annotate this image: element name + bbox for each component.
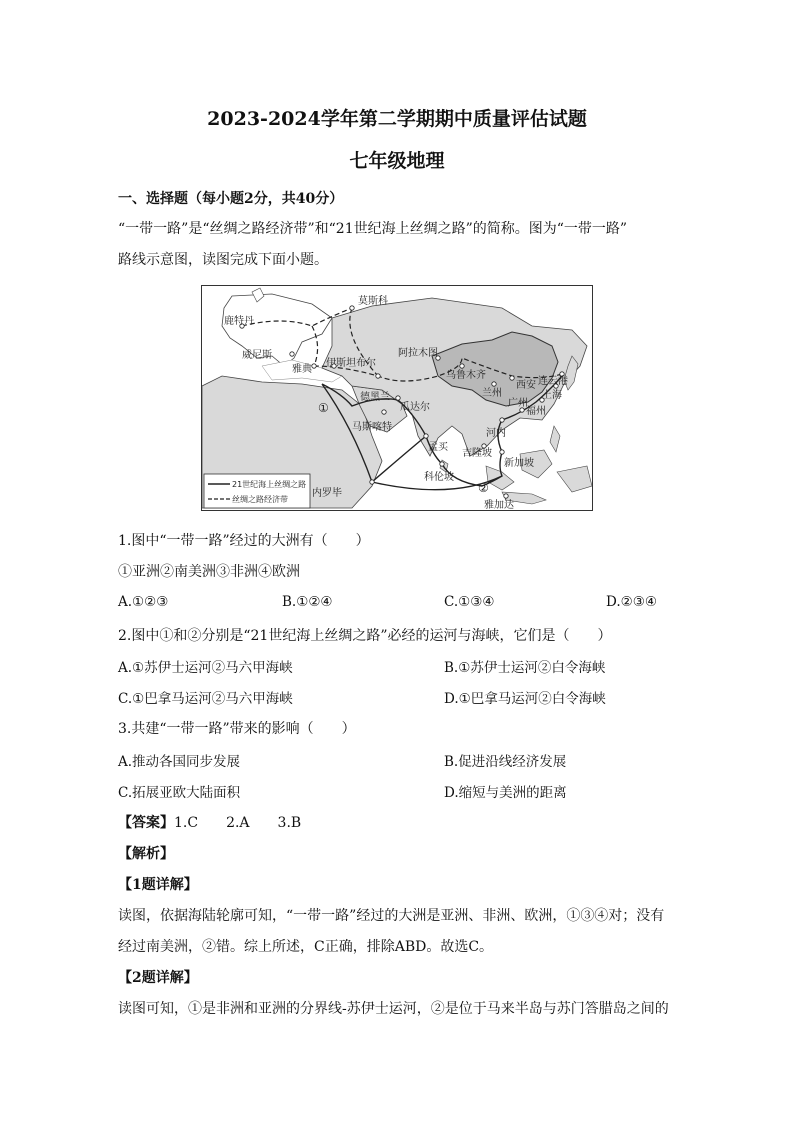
label-nairobi: 内罗毕 (312, 488, 342, 499)
label-hanoi: 河内 (486, 428, 506, 439)
label-lianyungang: 连云港 (538, 376, 568, 387)
q2-option-a: A.①苏伊士运河②马六甲海峡 (118, 660, 293, 676)
q2-option-b: B.①苏伊士运河②白令海峡 (444, 660, 606, 676)
q1-option-b: B.①②④ (282, 594, 333, 610)
label-shanghai: 上海 (542, 390, 562, 401)
q3-stem: 3.共建“一带一路”带来的影响（ ） (118, 721, 356, 737)
legend-land-label: 丝绸之路经济带 (232, 495, 288, 504)
q3-option-c: C.拓展亚欧大陆面积 (118, 785, 241, 801)
label-lanzhou: 兰州 (482, 388, 502, 399)
label-colombo: 科伦坡 (424, 472, 454, 483)
q3-option-d: D.缩短与美洲的距离 (444, 785, 567, 801)
europe-landmass (222, 294, 332, 366)
q1-sub: ①亚洲②南美洲③非洲④欧洲 (118, 564, 300, 580)
new-guinea (557, 466, 592, 492)
q2-analysis-line-1: 读图可知，①是非洲和亚洲的分界线-苏伊士运河，②是位于马来半岛与苏门答腊岛之间的 (118, 1001, 669, 1017)
label-tehran: 德黑兰 (360, 392, 390, 403)
label-singapore: 新加坡 (504, 458, 534, 469)
label-muscat: 马斯喀特 (352, 422, 392, 433)
label-guangzhou: 广州 (508, 398, 528, 409)
q2-analysis-label: 【2题详解】 (118, 970, 198, 986)
marker-1: ① (318, 401, 329, 415)
q2-stem: 2.图中①和②分别是“21世纪海上丝绸之路”必经的运河与海峡，它们是（ ） (118, 628, 612, 644)
q1-analysis-line-1: 读图，依据海陆轮廓可知，“一带一路”经过的大洲是亚洲、非洲、欧洲，①③④对；没有 (118, 908, 665, 924)
q3-option-a: A.推动各国同步发展 (118, 754, 241, 770)
label-moscow: 莫斯科 (358, 296, 388, 307)
label-xian: 西安 (516, 380, 536, 391)
label-rotterdam: 鹿特丹 (224, 316, 254, 327)
q1-stem: 1.图中“一带一路”经过的大洲有（ ） (118, 533, 370, 549)
label-jakarta: 雅加达 (484, 500, 514, 510)
q2-option-c: C.①巴拿马运河②马六甲海峡 (118, 691, 293, 707)
label-istanbul: 伊斯坦布尔 (326, 358, 376, 369)
q1-option-a: A.①②③ (118, 594, 169, 610)
q2-option-d: D.①巴拿马运河②白令海峡 (444, 691, 606, 707)
section-heading: 一、选择题（每小题2分，共40分） (118, 191, 344, 207)
analysis-label: 【解析】 (118, 846, 174, 862)
map-svg (202, 286, 592, 510)
answer-line (118, 812, 301, 832)
intro-line-1: “一带一路”是“丝绸之路经济带”和“21世纪海上丝绸之路”的简称。图为“一带一路” (118, 221, 628, 237)
legend-sea-label: 21世纪海上丝绸之路 (232, 480, 307, 489)
belt-road-map (201, 285, 593, 511)
label-kuala-lumpur: 吉隆坡 (462, 448, 492, 459)
label-fuzhou: 福州 (526, 406, 546, 417)
exam-subtitle: 七年级地理 (349, 150, 445, 172)
marker-2: ② (478, 481, 489, 495)
answer-text: 1.C 2.A 3.B (174, 815, 302, 831)
answer-label: 【答案】 (118, 815, 174, 831)
label-urumqi: 乌鲁木齐 (446, 370, 486, 381)
q1-analysis-line-2: 经过南美洲，②错。综上所述，C正确，排除ABD。故选C。 (118, 939, 494, 955)
q3-option-b: B.促进沿线经济发展 (444, 754, 567, 770)
philippines (550, 426, 560, 452)
label-venice: 威尼斯 (242, 350, 272, 361)
label-gwadar: 瓜达尔 (400, 402, 430, 413)
label-mumbai: 孟买 (428, 442, 448, 453)
label-almaty: 阿拉木图 (398, 348, 438, 359)
intro-line-2: 路线示意图，读图完成下面小题。 (118, 252, 328, 268)
q1-option-c: C.①③④ (444, 594, 495, 610)
q1-option-d: D.②③④ (606, 594, 657, 610)
q1-analysis-label: 【1题详解】 (118, 877, 198, 893)
label-athens: 雅典 (292, 364, 312, 375)
exam-title: 2023-2024学年第二学期期中质量评估试题 (207, 108, 587, 130)
